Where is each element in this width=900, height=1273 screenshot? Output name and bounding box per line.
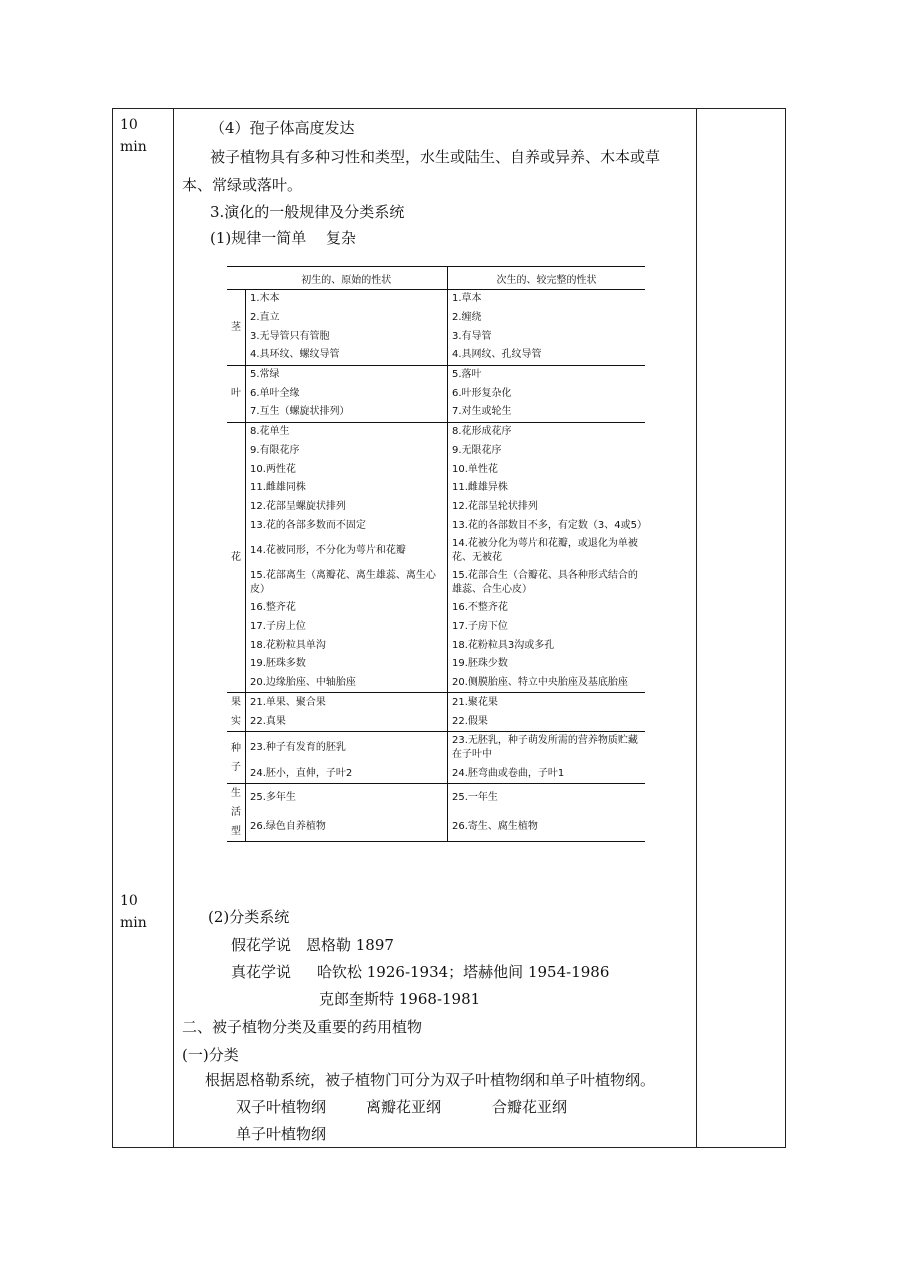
table-row bbox=[227, 365, 645, 384]
advanced-trait-cell: 8.花形成花序 bbox=[452, 426, 512, 438]
category-cell: 花 bbox=[227, 422, 246, 693]
table-row bbox=[227, 599, 645, 618]
column-divider-1 bbox=[173, 109, 174, 1147]
table-row bbox=[227, 712, 645, 732]
dicot-label: 双子叶植物纲 bbox=[236, 1098, 327, 1116]
table-row bbox=[227, 636, 645, 655]
primitive-trait-cell: 12.花部呈螺旋状排列 bbox=[246, 498, 448, 517]
table-row bbox=[227, 693, 645, 713]
time-cell-1: 10 min bbox=[120, 117, 147, 155]
time-cell-2: 10 min bbox=[120, 893, 147, 931]
advanced-trait-cell: 24.胚弯曲或卷曲，子叶1 bbox=[448, 764, 646, 783]
advanced-trait-cell: 25.一年生 bbox=[452, 792, 498, 804]
table-row bbox=[227, 460, 645, 479]
primitive-trait-cell: 23.种子有发育的胚乳 bbox=[246, 732, 448, 765]
category-cell: 果实 bbox=[227, 693, 246, 732]
primitive-trait-cell: 25.多年生 bbox=[246, 784, 448, 813]
section-3-heading: 3.演化的一般规律及分类系统 bbox=[210, 203, 405, 221]
primitive-trait-cell: 1.木本 bbox=[246, 290, 448, 309]
category-cell: 种子 bbox=[227, 732, 246, 784]
euanthium-label: 真花学说 bbox=[231, 963, 292, 981]
primitive-trait-cell: 16.整齐花 bbox=[246, 599, 448, 618]
table-row bbox=[227, 384, 645, 403]
paragraph-1-line-1: 被子植物具有多种习性和类型，水生或陆生、自养或异养、木本或草 bbox=[210, 148, 661, 166]
sympetalae-label: 合瓣花亚纲 bbox=[492, 1098, 568, 1116]
advanced-trait-cell: 26.寄生、腐生植物 bbox=[448, 813, 646, 842]
primitive-trait-cell: 9.有限花序 bbox=[246, 442, 448, 461]
table-row bbox=[227, 498, 645, 517]
table-row bbox=[227, 516, 645, 535]
advanced-trait-cell: 5.落叶 bbox=[452, 369, 482, 381]
subsection-1-heading: (一)分类 bbox=[182, 1046, 239, 1064]
primitive-trait-cell: 14.花被同形，不分化为萼片和花瓣 bbox=[246, 535, 448, 567]
table-row bbox=[227, 535, 645, 567]
section-2-heading: 二、被子植物分类及重要的药用植物 bbox=[182, 1018, 423, 1036]
header-advanced: 次生的、较完整的性状 bbox=[448, 267, 646, 290]
primitive-trait-cell: 4.具环纹、螺纹导管 bbox=[246, 346, 448, 365]
advanced-trait-cell: 14.花被分化为萼片和花瓣，或退化为单被花、无被花 bbox=[452, 537, 638, 563]
advanced-trait-cell: 1.草本 bbox=[452, 293, 482, 305]
primitive-trait-cell: 17.子房上位 bbox=[246, 618, 448, 637]
primitive-trait-cell: 24.胚小，直伸，子叶2 bbox=[246, 764, 448, 783]
primitive-trait-cell: 26.绿色自养植物 bbox=[246, 813, 448, 842]
primitive-trait-cell: 10.两性花 bbox=[246, 460, 448, 479]
paragraph-1-line-2: 本、常绿或落叶。 bbox=[182, 176, 303, 194]
table-row bbox=[227, 813, 645, 842]
rule-heading: (1)规律一简单 复杂 bbox=[210, 229, 357, 247]
advanced-trait-cell: 22.假果 bbox=[448, 712, 646, 732]
choripetalae-label: 离瓣花亚纲 bbox=[366, 1098, 442, 1116]
primitive-trait-cell: 18.花粉粒具单沟 bbox=[246, 636, 448, 655]
advanced-trait-cell: 21.聚花果 bbox=[452, 696, 498, 708]
primitive-trait-cell: 3.无导管只有管胞 bbox=[246, 327, 448, 346]
pseudanthium-line: 假花学说 恩格勒 1897 bbox=[231, 936, 394, 954]
table-row bbox=[227, 327, 645, 346]
table-row bbox=[227, 479, 645, 498]
category-cell: 生活型 bbox=[227, 784, 246, 842]
euanthium-line-1: 哈钦松 1926-1934；塔赫他间 1954-1986 bbox=[317, 963, 610, 981]
advanced-trait-cell: 13.花的各部数目不多，有定数（3、4或5） bbox=[452, 519, 647, 531]
primitive-trait-cell: 15.花部离生（离瓣花、离生雄蕊、离生心皮） bbox=[246, 567, 448, 599]
advanced-trait-cell: 6.叶形复杂化 bbox=[452, 387, 512, 399]
item-4-heading: （4）孢子体高度发达 bbox=[210, 119, 355, 137]
advanced-trait-cell: 4.具网纹、孔纹导管 bbox=[448, 346, 646, 365]
advanced-trait-cell: 3.有导管 bbox=[452, 330, 492, 342]
header-blank bbox=[227, 267, 246, 290]
table-row bbox=[227, 764, 645, 783]
advanced-trait-cell: 15.花部合生（合瓣花、具各种形式结合的雄蕊、合生心皮） bbox=[452, 569, 638, 595]
table-row bbox=[227, 442, 645, 461]
advanced-trait-cell: 17.子房下位 bbox=[452, 620, 508, 632]
advanced-trait-cell: 16.不整齐花 bbox=[452, 602, 508, 614]
table-row bbox=[227, 290, 645, 309]
table-row bbox=[227, 732, 645, 765]
category-cell: 茎 bbox=[227, 290, 246, 366]
advanced-trait-cell: 20.侧膜胎座、特立中央胎座及基底胎座 bbox=[448, 674, 646, 693]
primitive-trait-cell: 8.花单生 bbox=[246, 422, 448, 441]
primitive-trait-cell: 13.花的各部多数而不固定 bbox=[246, 516, 448, 535]
monocot-label: 单子叶植物纲 bbox=[236, 1125, 327, 1143]
advanced-trait-cell: 2.缠绕 bbox=[452, 312, 482, 324]
category-cell: 叶 bbox=[227, 365, 246, 422]
advanced-trait-cell: 23.无胚乳，种子萌发所需的营养物质贮藏在子叶中 bbox=[452, 735, 638, 761]
advanced-trait-cell: 12.花部呈轮状排列 bbox=[452, 500, 538, 512]
primitive-trait-cell: 11.雌雄同株 bbox=[246, 479, 448, 498]
primitive-trait-cell: 6.单叶全缘 bbox=[246, 384, 448, 403]
advanced-trait-cell: 10.单性花 bbox=[452, 463, 498, 475]
advanced-trait-cell: 18.花粉粒具3沟或多孔 bbox=[452, 639, 555, 651]
advanced-trait-cell: 19.胚珠少数 bbox=[452, 658, 508, 670]
classification-heading: (2)分类系统 bbox=[208, 908, 290, 926]
header-primitive: 初生的、原始的性状 bbox=[246, 267, 448, 290]
primitive-trait-cell: 5.常绿 bbox=[246, 365, 448, 384]
primitive-trait-cell: 22.真果 bbox=[246, 712, 448, 732]
advanced-trait-cell: 9.无限花序 bbox=[452, 444, 502, 456]
primitive-trait-cell: 2.直立 bbox=[246, 309, 448, 328]
table-row bbox=[227, 309, 645, 328]
table-row bbox=[227, 422, 645, 441]
table-row bbox=[227, 346, 645, 365]
table-row bbox=[227, 784, 645, 813]
table-row bbox=[227, 655, 645, 674]
table-row bbox=[227, 403, 645, 422]
trait-comparison-table bbox=[227, 266, 645, 842]
primitive-trait-cell: 19.胚珠多数 bbox=[246, 655, 448, 674]
advanced-trait-cell: 11.雌雄异株 bbox=[452, 482, 508, 494]
primitive-trait-cell: 21.单果、聚合果 bbox=[246, 693, 448, 713]
advanced-trait-cell: 7.对生或轮生 bbox=[448, 403, 646, 422]
column-divider-2 bbox=[696, 109, 697, 1147]
primitive-trait-cell: 20.边缘胎座、中轴胎座 bbox=[246, 674, 448, 693]
table-row bbox=[227, 567, 645, 599]
table-row bbox=[227, 618, 645, 637]
euanthium-line-2: 克郎奎斯特 1968-1981 bbox=[319, 990, 481, 1008]
paragraph-2: 根据恩格勒系统，被子植物门可分为双子叶植物纲和单子叶植物纲。 bbox=[205, 1071, 656, 1089]
primitive-trait-cell: 7.互生（螺旋状排列） bbox=[246, 403, 448, 422]
table-row bbox=[227, 674, 645, 693]
